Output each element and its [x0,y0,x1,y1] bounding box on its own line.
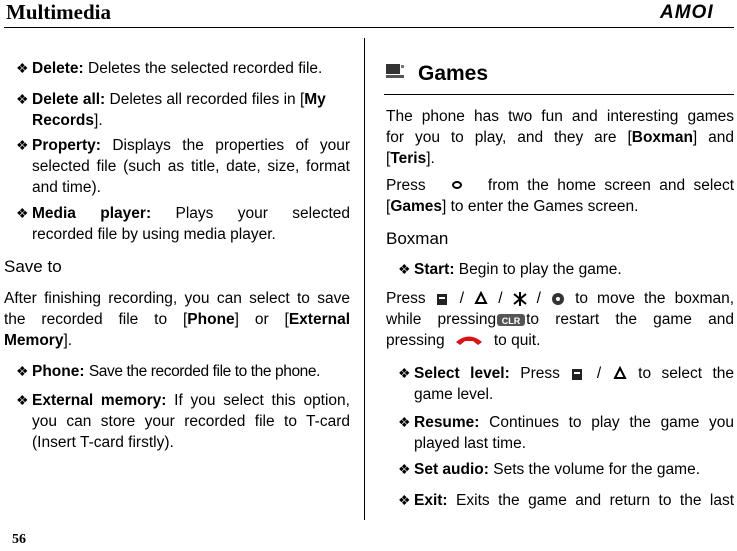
bullet-icon: ❖ [398,365,411,381]
svg-text:CLR: CLR [501,315,521,326]
bullet-icon: ❖ [16,137,29,153]
section-icon [384,62,406,80]
list-item: ❖ Set audio: Sets the volume for the game. [398,461,701,478]
list-item: ❖ Exit: Exits the game and return to the last [398,492,735,509]
bullet-icon: ❖ [398,492,411,508]
header-title: Multimedia [6,0,111,24]
right-key-icon [550,291,566,307]
list-item: ❖ Select level: Press / to select the game level. [398,365,735,403]
bullet-icon: ❖ [16,91,29,107]
clr-key-icon [496,313,526,327]
subheading-boxman: Boxman [386,229,449,248]
left-key-icon [512,291,528,307]
list-item: ❖ Delete all: Deletes all recorded files in [My Records]. [16,91,326,129]
bullet-icon: ❖ [16,205,29,221]
bullet-icon: ❖ [16,363,29,379]
bullet-icon: ❖ [398,461,411,477]
bullet-icon: ❖ [16,392,29,408]
list-item: ❖ External memory: If you select this option, you can store your recorded file to T-card (Insert T-card firstly). [16,392,350,451]
paragraph: Press from the home screen and select [Games] to enter the Games screen. [386,177,734,215]
end-call-key-icon [453,332,485,350]
menu-key-icon [451,180,463,192]
list-item: ❖ Phone: Save the recorded file to the phone. [16,363,321,380]
bullet-icon: ❖ [398,261,411,277]
down-key-icon [473,291,489,307]
list-item: ❖ Start: Begin to play the game. [398,261,622,278]
down-key-icon [612,366,628,382]
paragraph: After finishing recording, you can select to save the recorded file to [Phone] or [External Memory]. [4,290,350,349]
bullet-icon: ❖ [398,414,411,430]
brand-logo: AMOI [660,2,714,23]
list-item: ❖ Resume: Continues to play the game you played last time. [398,414,735,452]
paragraph: The phone has two fun and interesting games for you to play, and they are [Boxman] and [Teris]. [386,108,734,167]
list-item: ❖ Delete: Deletes the selected recorded file. [16,60,323,77]
list-item: ❖ Property: Displays the properties of your selected file (such as title, date, size, format and time). [16,137,350,196]
bullet-icon: ❖ [16,60,29,76]
up-key-icon [570,366,586,382]
section-rule [384,94,734,95]
paragraph: Press / / / to move the boxman, while pressing CLR to restart the game and pressing to quit. [386,290,735,349]
section-title-games: Games [418,62,489,85]
up-key-icon [435,291,451,307]
subheading-save-to: Save to [4,257,62,276]
header-rule [4,27,734,28]
list-item: ❖ Media player: Plays your selected recorded file by using media player. [16,205,351,243]
page-number: 56 [12,532,26,547]
column-divider [364,38,365,520]
